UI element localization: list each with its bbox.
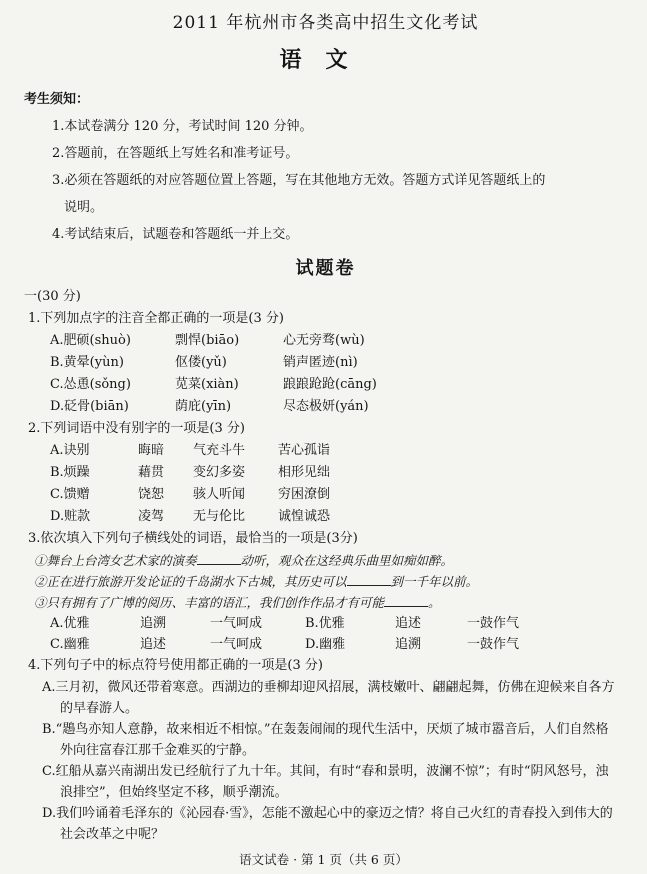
notice-item: 2.答题前，在答题纸上写姓名和准考证号。 bbox=[52, 146, 299, 161]
question-3-stem: 3.依次填入下列句子横线处的词语，最恰当的一项是(3分) bbox=[28, 531, 358, 546]
option-cell: A.优雅 bbox=[50, 616, 90, 631]
notice-item: 1.本试卷满分 120 分，考试时间 120 分钟。 bbox=[52, 119, 313, 134]
option-cell: 无与伦比 bbox=[193, 509, 246, 524]
exam-title: 2011 年杭州市各类高中招生文化考试 bbox=[172, 13, 479, 33]
notice-item: 4.考试结束后，试题卷和答题纸一并上交。 bbox=[52, 227, 299, 242]
question-4-option-c: C.红船从嘉兴南湖出发已经航行了九十年。其间，有时“春和景明，波澜不惊”；有时“阴风怒号，浊浪排空”，但始终坚定不移，顺乎潮流。 bbox=[42, 764, 609, 800]
option-cell: C.怂恿(sǒng) bbox=[50, 377, 131, 392]
option-cell: 藉贯 bbox=[138, 465, 165, 480]
option-cell: 心无旁骛(wù) bbox=[283, 333, 365, 348]
question-3-sentence-2: ②正在进行旅游开发论证的千岛湖水下古城，其历史可以 到一千年以前。 bbox=[34, 574, 479, 589]
option-cell: 相形见绌 bbox=[278, 465, 331, 480]
option-cell: 追述 bbox=[395, 616, 422, 631]
option-cell: 踉踉跄跄(cāng) bbox=[283, 377, 377, 392]
answer-blank bbox=[347, 573, 391, 586]
answer-blank bbox=[384, 594, 428, 607]
question-1-stem: 1.下列加点字的注音全都正确的一项是(3 分) bbox=[28, 311, 284, 326]
option-cell: 饶恕 bbox=[138, 487, 165, 502]
option-cell: 一鼓作气 bbox=[467, 637, 520, 652]
option-cell: 苋菜(xiàn) bbox=[175, 377, 239, 392]
option-cell: 荫庇(yīn) bbox=[175, 399, 232, 414]
option-cell: 尽态极妍(yán) bbox=[283, 399, 369, 414]
notice-item-continuation: 说明。 bbox=[64, 200, 104, 215]
notice-item: 3.必须在答题纸的对应答题位置上答题，写在其他地方无效。答题方式详见答题纸上的 bbox=[52, 173, 546, 188]
option-cell: 穷困潦倒 bbox=[278, 487, 331, 502]
option-cell: 诚惶诚恐 bbox=[278, 509, 331, 524]
question-4-option-b: B.“鶗鸟亦知人意静，故来相近不相惊。”在轰轰闹闹的现代生活中，厌烦了城市嚣音后，人们自然格外向往富春江那千金难买的宁静。 bbox=[42, 722, 609, 758]
option-cell: 剽悍(biāo) bbox=[175, 333, 240, 348]
notice-heading: 考生须知： bbox=[24, 92, 90, 107]
option-cell: 凌驾 bbox=[138, 509, 165, 524]
option-cell: 追溯 bbox=[140, 616, 167, 631]
option-cell: B.黄晕(yùn) bbox=[50, 355, 124, 370]
subject-title: 语文 bbox=[279, 47, 372, 73]
option-cell: 销声匿迹(nì) bbox=[283, 355, 358, 370]
option-cell: 骇人听闻 bbox=[193, 487, 246, 502]
option-cell: 一气呵成 bbox=[210, 616, 263, 631]
option-cell: 追溯 bbox=[395, 637, 422, 652]
notice-list bbox=[52, 113, 617, 248]
option-cell: 伛偻(yǔ) bbox=[175, 355, 227, 370]
question-4-stem: 4.下列句子中的标点符号使用都正确的一项是(3 分) bbox=[28, 658, 323, 673]
option-cell: D.幽雅 bbox=[305, 637, 346, 652]
option-cell: 一气呵成 bbox=[210, 637, 263, 652]
option-cell: C.幽雅 bbox=[50, 637, 90, 652]
question-4-option-d: D.我们吟诵着毛泽东的《沁园春·雪》，怎能不激起心中的豪迈之情？将自己火红的青春投入到伟大的社会改革之中呢？ bbox=[42, 806, 613, 842]
option-cell: 苦心孤诣 bbox=[278, 443, 331, 458]
question-4-option-a: A.三月初，微风还带着寒意。西湖边的垂柳却迎风招展，满枝嫩叶、翩翩起舞，仿佛在迎候来自各方的早春游人。 bbox=[42, 680, 615, 716]
question-3-sentence-1: ①舞台上台湾女艺术家的演奏 动听，观众在这经典乐曲里如痴如醉。 bbox=[34, 553, 454, 568]
option-cell: D.砭骨(biān) bbox=[50, 399, 129, 414]
question-3-sentence-3: ③只有拥有了广博的阅历、丰富的语汇，我们创作作品才有可能 。 bbox=[34, 595, 441, 610]
option-cell: A.诀别 bbox=[50, 443, 90, 458]
question-1-options bbox=[50, 330, 617, 418]
answer-blank bbox=[197, 552, 241, 565]
page-footer: 语文试卷 · 第 1 页（共 6 页） bbox=[239, 852, 408, 867]
option-cell: D.赃款 bbox=[50, 509, 91, 524]
question-3-options bbox=[50, 613, 617, 655]
question-2-stem: 2.下列词语中没有别字的一项是(3 分) bbox=[28, 421, 245, 436]
option-cell: B.优雅 bbox=[305, 616, 345, 631]
option-cell: 一鼓作气 bbox=[467, 616, 520, 631]
part-label: 一(30 分) bbox=[24, 289, 81, 304]
section-heading: 试题卷 bbox=[295, 258, 356, 279]
option-cell: C.馈赠 bbox=[50, 487, 90, 502]
option-cell: 变幻多姿 bbox=[193, 465, 246, 480]
option-cell: 追述 bbox=[140, 637, 167, 652]
question-2-options bbox=[50, 440, 617, 528]
option-cell: 气充斗牛 bbox=[193, 443, 246, 458]
option-cell: B.烦躁 bbox=[50, 465, 90, 480]
option-cell: A.肥硕(shuò) bbox=[50, 333, 131, 348]
option-cell: 晦暗 bbox=[138, 443, 165, 458]
